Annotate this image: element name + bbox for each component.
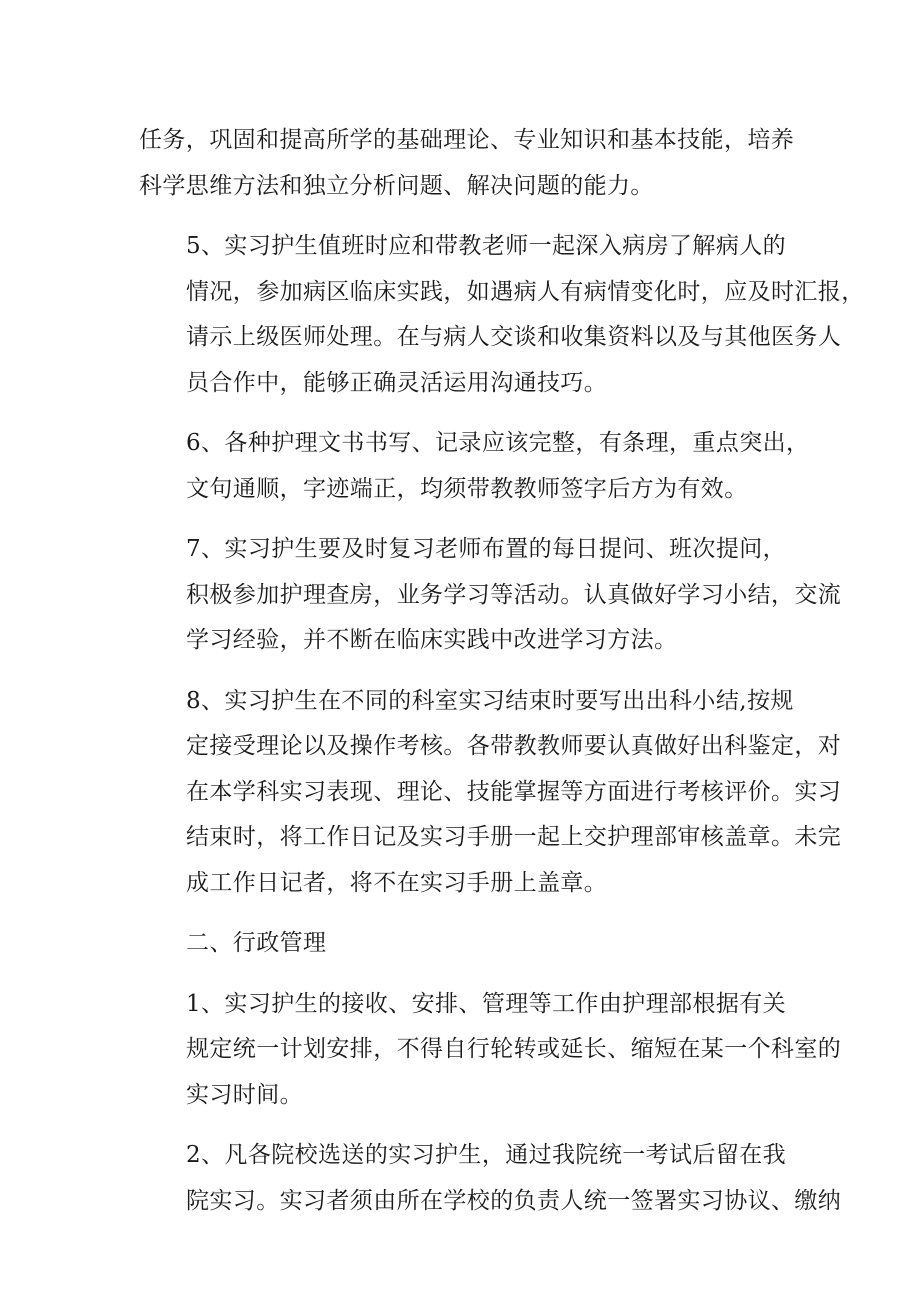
text-line: 定接受理论以及操作考核。各带教教师要认真做好出科鉴定，对 [186, 733, 842, 759]
text-line: 请示上级医师处理。在与病人交谈和收集资料以及与其他医务人 [186, 324, 842, 350]
text-line: 实习时间。 [186, 1081, 303, 1108]
document-body [139, 118, 865, 1239]
paragraph-item-8 [139, 679, 842, 907]
text-line: 7、实习护生要及时复习老师布置的每日提问、班次提问， [186, 536, 787, 562]
text-line: 学习经验，并不断在临床实践中改进学习方法。 [186, 627, 678, 653]
text-line: 成工作日记者，将不在实习手册上盖章。 [186, 869, 608, 896]
text-line: 8、实习护生在不同的科室实习结束时要写出出科小结,按规 [186, 687, 794, 714]
text-line: 文句通顺，字迹端正，均须带教教师签字后方为有效。 [186, 475, 748, 502]
text-line: 科学思维方法和独立分析问题、解决问题的能力。 [139, 172, 654, 199]
text-line: 二、行政管理 [186, 930, 327, 956]
paragraph-continuation [139, 118, 799, 209]
text-line: 任务，巩固和提高所学的基础理论、专业知识和基本技能，培养 [139, 127, 795, 153]
paragraph-admin-item-2 [139, 1133, 842, 1224]
paragraph-item-7 [139, 527, 842, 664]
text-line: 在本学科实习表现、理论、技能掌握等方面进行考核评价。实习 [186, 778, 842, 805]
text-line: 规定统一计划安排，不得自行轮转或延长、缩短在某一个科室的 [186, 1036, 842, 1062]
text-line: 1、实习护生的接收、安排、管理等工作由护理部根据有关 [186, 990, 787, 1017]
text-line: 情况，参加病区临床实践，如遇病人有病情变化时，应及时汇报， [186, 278, 865, 305]
paragraph-item-6 [139, 421, 810, 512]
text-line: 员合作中，能够正确灵活运用沟通技巧。 [186, 369, 608, 396]
text-line: 2、凡各院校选送的实习护生，通过我院统一考试后留在我 [186, 1142, 787, 1168]
paragraph-admin-item-1 [139, 982, 842, 1119]
text-line: 院实习。实习者须由所在学校的负责人统一签署实习协议、缴纳 [186, 1187, 842, 1214]
text-line: 5、实习护生值班时应和带教老师一起深入病房了解病人的 [186, 233, 787, 259]
paragraph-item-5 [139, 224, 865, 406]
section-heading [139, 921, 799, 967]
text-line: 结束时，将工作日记及实习手册一起上交护理部审核盖章。未完 [186, 824, 842, 850]
text-line: 6、各种护理文书书写、记录应该完整，有条理，重点突出， [186, 430, 810, 456]
text-line: 积极参加护理查房，业务学习等活动。认真做好学习小结，交流 [186, 581, 842, 608]
